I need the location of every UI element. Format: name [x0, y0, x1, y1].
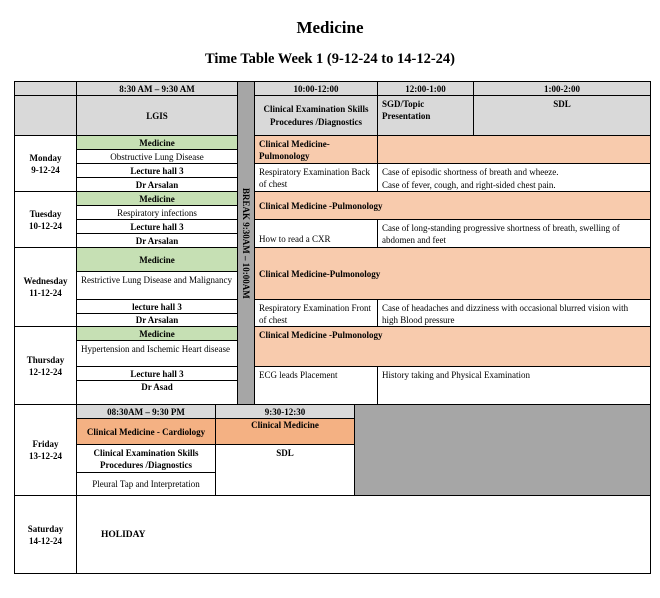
- tuesday-venue: Lecture hall 3: [76, 219, 238, 234]
- tuesday-case-1: Case of long-standing progressive shortness of breath, swelling of abdomen and feet: [377, 219, 651, 248]
- thursday-clinical: Clinical Medicine -Pulmonology: [254, 326, 651, 367]
- wednesday-clinical: Clinical Medicine-Pulmonology: [254, 247, 651, 300]
- header-slot-4: 1:00-2:00: [473, 81, 651, 96]
- friday-clinical-2: Clinical Medicine: [215, 418, 355, 445]
- friday-slot-2: 9:30-12:30: [215, 404, 355, 419]
- header-lgis: LGIS: [76, 95, 238, 136]
- day-name: Monday: [29, 152, 62, 163]
- thursday-case-1: History taking and Physical Examination: [377, 366, 651, 405]
- day-name: Tuesday: [29, 208, 62, 219]
- monday-clinical: Clinical Medicine-Pulmonology: [254, 135, 378, 164]
- header-slot-2: 10:00-12:00: [254, 81, 378, 96]
- friday-sdl: SDL: [215, 444, 355, 496]
- wednesday-topic: Restrictive Lung Disease and Malignancy: [76, 271, 238, 300]
- header-sdl: SDL: [473, 95, 651, 136]
- header-sgd: SGD/Topic Presentation: [377, 95, 474, 136]
- monday-clinical-extension: [377, 135, 651, 164]
- day-tuesday: [14, 191, 77, 248]
- wednesday-skill: Respiratory Examination Front of chest: [254, 299, 378, 327]
- tuesday-skill: How to read a CXR: [254, 219, 378, 248]
- page-subtitle: Time Table Week 1 (9-12-24 to 14-12-24): [205, 51, 455, 67]
- page-title: Medicine: [296, 18, 364, 37]
- friday-slot-1: 08:30AM – 9:30 PM: [76, 404, 216, 419]
- saturday-holiday: HOLIDAY: [76, 495, 651, 574]
- day-date: 10-12-24: [29, 220, 62, 231]
- tuesday-subject: Medicine: [76, 191, 238, 206]
- day-date: 11-12-24: [29, 288, 62, 298]
- thursday-skill: ECG leads Placement: [254, 366, 378, 405]
- wednesday-venue: lecture hall 3: [76, 299, 238, 314]
- day-saturday: [14, 495, 77, 574]
- wednesday-case-1: Case of headaches and dizziness with occasional blurred vision with high Blood pressure: [377, 299, 651, 327]
- day-thursday: [14, 326, 77, 405]
- header-slot-3: 12:00-1:00: [377, 81, 474, 96]
- tuesday-teacher: Dr Arsalan: [76, 233, 238, 248]
- header-clinical-skills: Clinical Examination Skills Procedures /Diagnostics: [254, 95, 378, 136]
- thursday-subject: Medicine: [76, 326, 238, 341]
- tuesday-topic: Respiratory infections: [76, 205, 238, 220]
- friday-clinical-1: Clinical Medicine - Cardiology: [76, 418, 216, 445]
- monday-topic: Obstructive Lung Disease: [76, 149, 238, 164]
- day-name: Saturday: [27, 523, 64, 534]
- break-column: [237, 81, 255, 405]
- day-name: Friday: [32, 439, 59, 449]
- day-name: Wednesday: [23, 276, 68, 286]
- thursday-venue: Lecture hall 3: [76, 366, 238, 381]
- wednesday-subject: Medicine: [76, 247, 238, 272]
- day-date: 12-12-24: [29, 366, 62, 377]
- monday-subject: Medicine: [76, 135, 238, 150]
- friday-skills-header: Clinical Examination Skills Procedures /Diagnostics: [76, 444, 216, 473]
- thursday-topic: Hypertension and Ischemic Heart disease: [76, 340, 238, 367]
- tuesday-clinical: Clinical Medicine -Pulmonology: [254, 191, 651, 220]
- day-name: Thursday: [26, 354, 65, 365]
- break-label: BREAK 9:30AM – 10:00AM: [241, 187, 251, 299]
- day-date: 13-12-24: [29, 451, 62, 461]
- day-monday: [14, 135, 77, 192]
- header-corner-2: [14, 95, 77, 136]
- timetable: [14, 81, 651, 574]
- monday-venue: Lecture hall 3: [76, 163, 238, 178]
- monday-teacher: Dr Arsalan: [76, 177, 238, 192]
- day-wednesday: [14, 247, 77, 327]
- header-corner-1: [14, 81, 77, 96]
- day-date: 14-12-24: [29, 535, 62, 546]
- monday-case-2: Case of fever, cough, and right-sided chest pain.: [377, 177, 651, 192]
- header-slot-1: 8:30 AM – 9:30 AM: [76, 81, 238, 96]
- friday-empty-block: [354, 404, 651, 496]
- day-friday: [14, 404, 77, 496]
- monday-case-1: Case of episodic shortness of breath and wheeze.: [377, 163, 651, 178]
- day-date: 9-12-24: [31, 164, 60, 175]
- thursday-teacher: Dr Asad: [76, 380, 238, 405]
- monday-skill: Respiratory Examination Back of chest: [254, 163, 378, 192]
- wednesday-teacher: Dr Arsalan: [76, 313, 238, 327]
- friday-skill: Pleural Tap and Interpretation: [76, 472, 216, 496]
